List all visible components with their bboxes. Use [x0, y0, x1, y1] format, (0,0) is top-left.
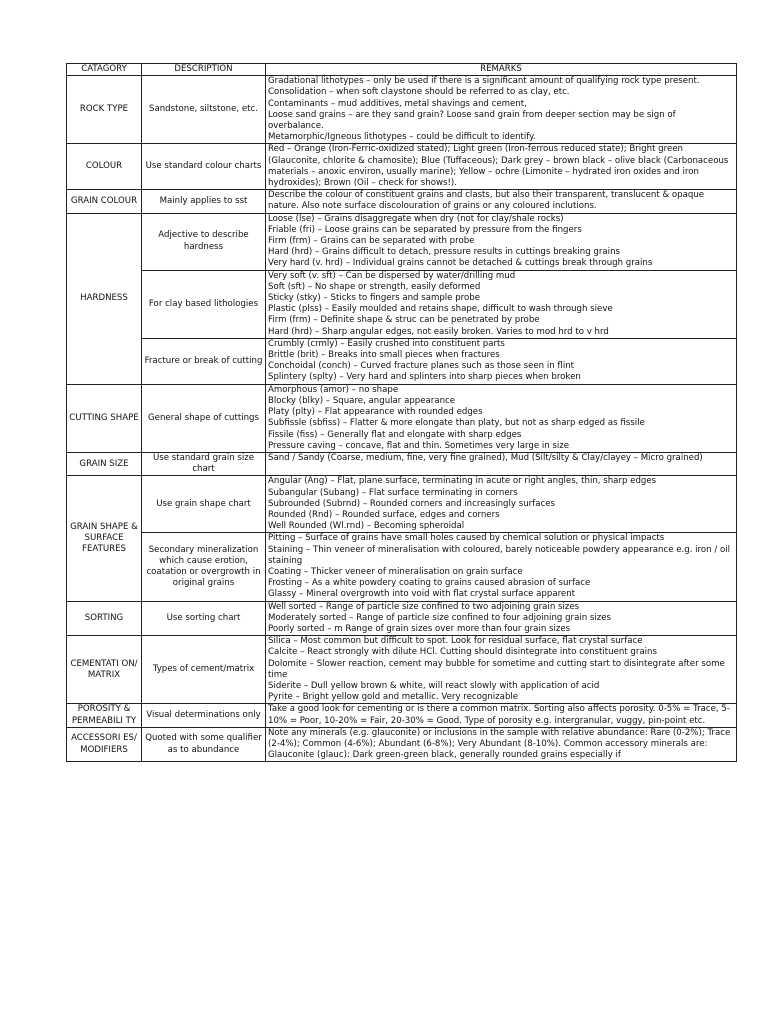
table-row	[67, 270, 737, 338]
table-row	[67, 727, 737, 762]
table-row	[67, 452, 737, 475]
category-cell: POROSITY & PERMEABILI TY	[67, 704, 142, 727]
remarks-cell: Gradational lithotypes – only be used if there is a significant amount of qualifying rock type present. Consolidation – when soft claystone should be referred to as clay, etc. Contaminants – mud additives, metal shavings and cement, Loose sand grains – are they sand grain? Loose sand grain from deeper section may be sign of overbalance. Metamorphic/Igneous lithotypes – could be difficult to identify.	[266, 76, 737, 144]
remarks-cell: Pitting – Surface of grains have small holes caused by chemical solution or physical impacts Staining – Thin veneer of mineralisation with coloured, barely noticeable powdery appearance e.g. iron / oil staining Coating – Thicker veneer of mineralisation on grain surface Frosting – As a white powdery coating to grains caused abrasion of surface Glassy – Mineral overgrowth into void with flat crystal surface apparent	[266, 533, 737, 601]
category-cell: ACCESSORI ES/ MODIFIERS	[67, 727, 142, 762]
description-cell: Use standard grain size chart	[142, 452, 266, 475]
description-cell: Visual determinations only	[142, 704, 266, 727]
description-cell: For clay based lithologies	[142, 270, 266, 338]
description-cell: Use grain shape chart	[142, 476, 266, 533]
category-cell: HARDNESS	[67, 213, 142, 384]
table-row	[67, 338, 737, 384]
table-row	[67, 704, 737, 727]
header-description: DESCRIPTION	[142, 64, 266, 76]
remarks-cell: Silica – Most common but difficult to spot. Look for residual surface, flat crystal surface Calcite – React strongly with dilute HCl. Cutting should disintegrate into constituent grains Dolomite – Slower reaction, cement may bubble for sometime and cutting start to disintegrate after some time Siderite – Dull yellow brown & white, will react slowly with application of acid Pyrite – Bright yellow gold and metallic. Very recognizable	[266, 636, 737, 704]
table-row	[67, 144, 737, 190]
category-cell: CEMENTATI ON/ MATRIX	[67, 636, 142, 704]
description-cell: Secondary mineralization which cause erotion, coatation or overgrowth in original grains	[142, 533, 266, 601]
category-cell: ROCK TYPE	[67, 76, 142, 144]
table-row	[67, 384, 737, 452]
category-cell: COLOUR	[67, 144, 142, 190]
table-row	[67, 213, 737, 270]
description-cell: Quoted with some qualifier as to abundance	[142, 727, 266, 762]
remarks-cell: Angular (Ang) – Flat, plane surface, terminating in acute or right angles, thin, sharp edges Subangular (Subang) – Flat surface terminating in corners Subrounded (Subrnd) – Rounded corners and increasingly surfaces Rounded (Rnd) – Rounded surface, edges and corners Well Rounded (Wl.rnd) – Becoming spheroidal	[266, 476, 737, 533]
table-row	[67, 476, 737, 533]
description-cell: Use standard colour charts	[142, 144, 266, 190]
description-cell: Sandstone, siltstone, etc.	[142, 76, 266, 144]
category-cell: CUTTING SHAPE	[67, 384, 142, 452]
description-cell: Adjective to describe hardness	[142, 213, 266, 270]
category-cell: GRAIN COLOUR	[67, 190, 142, 213]
table-body	[67, 76, 737, 762]
table-row	[67, 636, 737, 704]
description-cell: Mainly applies to sst	[142, 190, 266, 213]
remarks-cell: Amorphous (amor) – no shape Blocky (blky) – Square, angular appearance Platy (plty) – Flat appearance with rounded edges Subfissle (sbfiss) – Flatter & more elongate than platy, but not as sharp edged as fissile Fissile (fiss) – Generally flat and elongate with sharp edges Pressure caving – concave, flat and thin. Sometimes very large in size	[266, 384, 737, 452]
table-row	[67, 76, 737, 144]
table-row	[67, 601, 737, 636]
remarks-cell: Take a good look for cementing or is there a common matrix. Sorting also affects porosity. 0-5% = Trace, 5-10% = Poor, 10-20% = Fair, 20-30% = Good. Type of porosity e.g. intergranular, vuggy, pin-point etc.	[266, 704, 737, 727]
table-row	[67, 533, 737, 601]
remarks-cell: Note any minerals (e.g. glauconite) or inclusions in the sample with relative abundance: Rare (0-2%); Trace (2-4%); Common (4-6%); Abundant (6-8%); Very Abundant (8-10%). Common accessory minerals are: Glauconite (glauc): Dark green-green black, generally rounded grains especially if	[266, 727, 737, 762]
remarks-cell: Red – Orange (Iron-Ferric-oxidized stated); Light green (Iron-ferrous reduced state); Bright green (Glauconite, chlorite & chamosite); Blue (Tuffaceous); Dark grey – brown black – olive black (Carbonaceous materials – anoxic environ, usually marine); Yellow – ochre (Limonite – hydrated iron oxides and iron hydroxides); Brown (Oil – check for shows!).	[266, 144, 737, 190]
category-cell: SORTING	[67, 601, 142, 636]
description-cell: Use sorting chart	[142, 601, 266, 636]
description-cell: Types of cement/matrix	[142, 636, 266, 704]
table-row	[67, 190, 737, 213]
category-cell: GRAIN SIZE	[67, 452, 142, 475]
lithology-description-table	[66, 63, 737, 762]
remarks-cell: Loose (lse) – Grains disaggregate when dry (not for clay/shale rocks) Friable (fri) – Loose grains can be separated by pressure from the fingers Firm (frm) – Grains can be separated with probe Hard (hrd) – Grains difficult to detach, pressure results in cuttings breaking grains Very hard (v. hrd) – Individual grains cannot be detached & cuttings break through grains	[266, 213, 737, 270]
description-cell: Fracture or break of cutting	[142, 338, 266, 384]
header-row	[67, 64, 737, 76]
header-remarks: REMARKS	[266, 64, 737, 76]
remarks-cell: Describe the colour of constituent grains and clasts, but also their transparent, translucent & opaque nature. Also note surface discolouration of grains or any coloured inclutions.	[266, 190, 737, 213]
remarks-cell: Crumbly (crmly) – Easily crushed into constituent parts Brittle (brit) – Breaks into small pieces when fractures Conchoidal (conch) – Curved fracture planes such as those seen in flint Splintery (splty) – Very hard and splinters into sharp pieces when broken	[266, 338, 737, 384]
remarks-cell: Well sorted – Range of particle size confined to two adjoining grain sizes Moderately sorted – Range of particle size confined to four adjoining grain sizes Poorly sorted – m Range of grain sizes over more than four grain sizes	[266, 601, 737, 636]
description-cell: General shape of cuttings	[142, 384, 266, 452]
header-category: CATAGORY	[67, 64, 142, 76]
category-cell: GRAIN SHAPE & SURFACE FEATURES	[67, 476, 142, 601]
remarks-cell: Sand / Sandy (Coarse, medium, fine, very fine grained), Mud (Silt/silty & Clay/clayey – Micro grained)	[266, 452, 737, 475]
remarks-cell: Very soft (v. sft) – Can be dispersed by water/drilling mud Soft (sft) – No shape or strength, easily deformed Sticky (stky) – Sticks to fingers and sample probe Plastic (plss) – Easily moulded and retains shape, difficult to wash through sieve Firm (frm) – Definite shape & struc can be penetrated by probe Hard (hrd) – Sharp angular edges, not easily broken. Varies to mod hrd to v hrd	[266, 270, 737, 338]
